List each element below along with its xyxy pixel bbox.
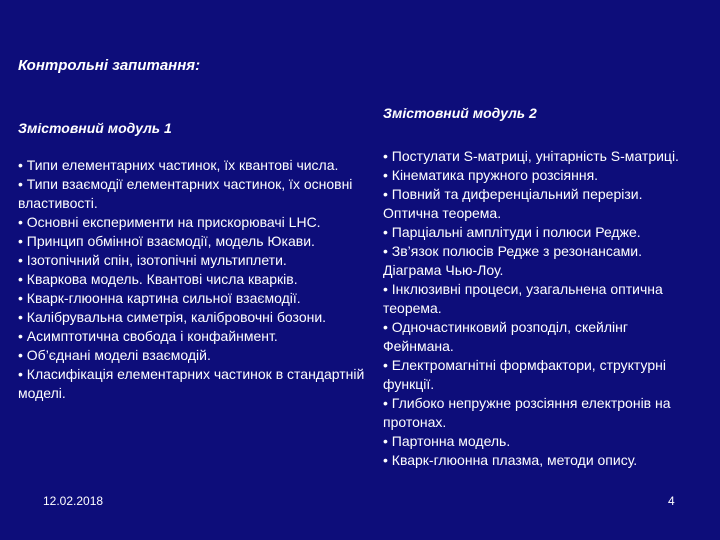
list-item: • Кварк-глюонна плазма, методи опису. [383, 452, 638, 468]
list-item: • Ізотопічний спін, ізотопічні мультиплети. [18, 252, 287, 268]
list-item: • Одночастинковий розподіл, скейлінг Фейнмана. [383, 319, 628, 354]
module2-topic-list [383, 147, 693, 470]
list-item: • Електромагнітні формфактори, структурні функції. [383, 357, 666, 392]
list-item: • Типи взаємодії елементарних частинок, їх основні властивості. [18, 176, 353, 211]
list-item: • Кваркова модель. Квантові числа кварків. [18, 271, 298, 287]
list-item: • Повний та диференціальний перерізи. Оптична теорема. [383, 186, 643, 221]
list-item: • Глибоко непружне розсіяння електронів на протонах. [383, 395, 671, 430]
list-item: • Типи елементарних частинок, їх квантові числа. [18, 157, 339, 173]
module2-heading: Змістовний модуль 2 [383, 105, 537, 121]
list-item: • Інклюзивні процеси, узагальнена оптична теорема. [383, 281, 663, 316]
list-item: • Об’єднані моделі взаємодій. [18, 347, 211, 363]
list-item: • Кварк-глюонна картина сильної взаємодії. [18, 290, 301, 306]
slide-title: Контрольні запитання: [18, 57, 201, 74]
list-item: • Основні експерименти на прискорювачі LHC. [18, 214, 321, 230]
list-item: • Кінематика пружного розсіяння. [383, 167, 599, 183]
slide-number: 4 [668, 494, 675, 508]
list-item: • Зв’язок полюсів Редже з резонансами. Діаграма Чью-Лоу. [383, 243, 643, 278]
list-item: • Принцип обмінної взаємодії, модель Юкави. [18, 233, 315, 249]
list-item: • Постулати S-матриці, унітарність S-матриці. [383, 148, 679, 164]
footer-date: 12.02.2018 [43, 494, 104, 508]
list-item: • Калібрувальна симетрія, калібровочні бозони. [18, 309, 327, 325]
list-item: • Парціальні амплітуди і полюси Редже. [383, 224, 641, 240]
module1-heading: Змістовний модуль 1 [18, 120, 172, 136]
list-item: • Асимптотична свобода і конфайнмент. [18, 328, 278, 344]
module1-topic-list [18, 156, 370, 403]
list-item: • Партонна модель. [383, 433, 511, 449]
list-item: • Класифікація елементарних частинок в стандартній моделі. [18, 366, 365, 401]
